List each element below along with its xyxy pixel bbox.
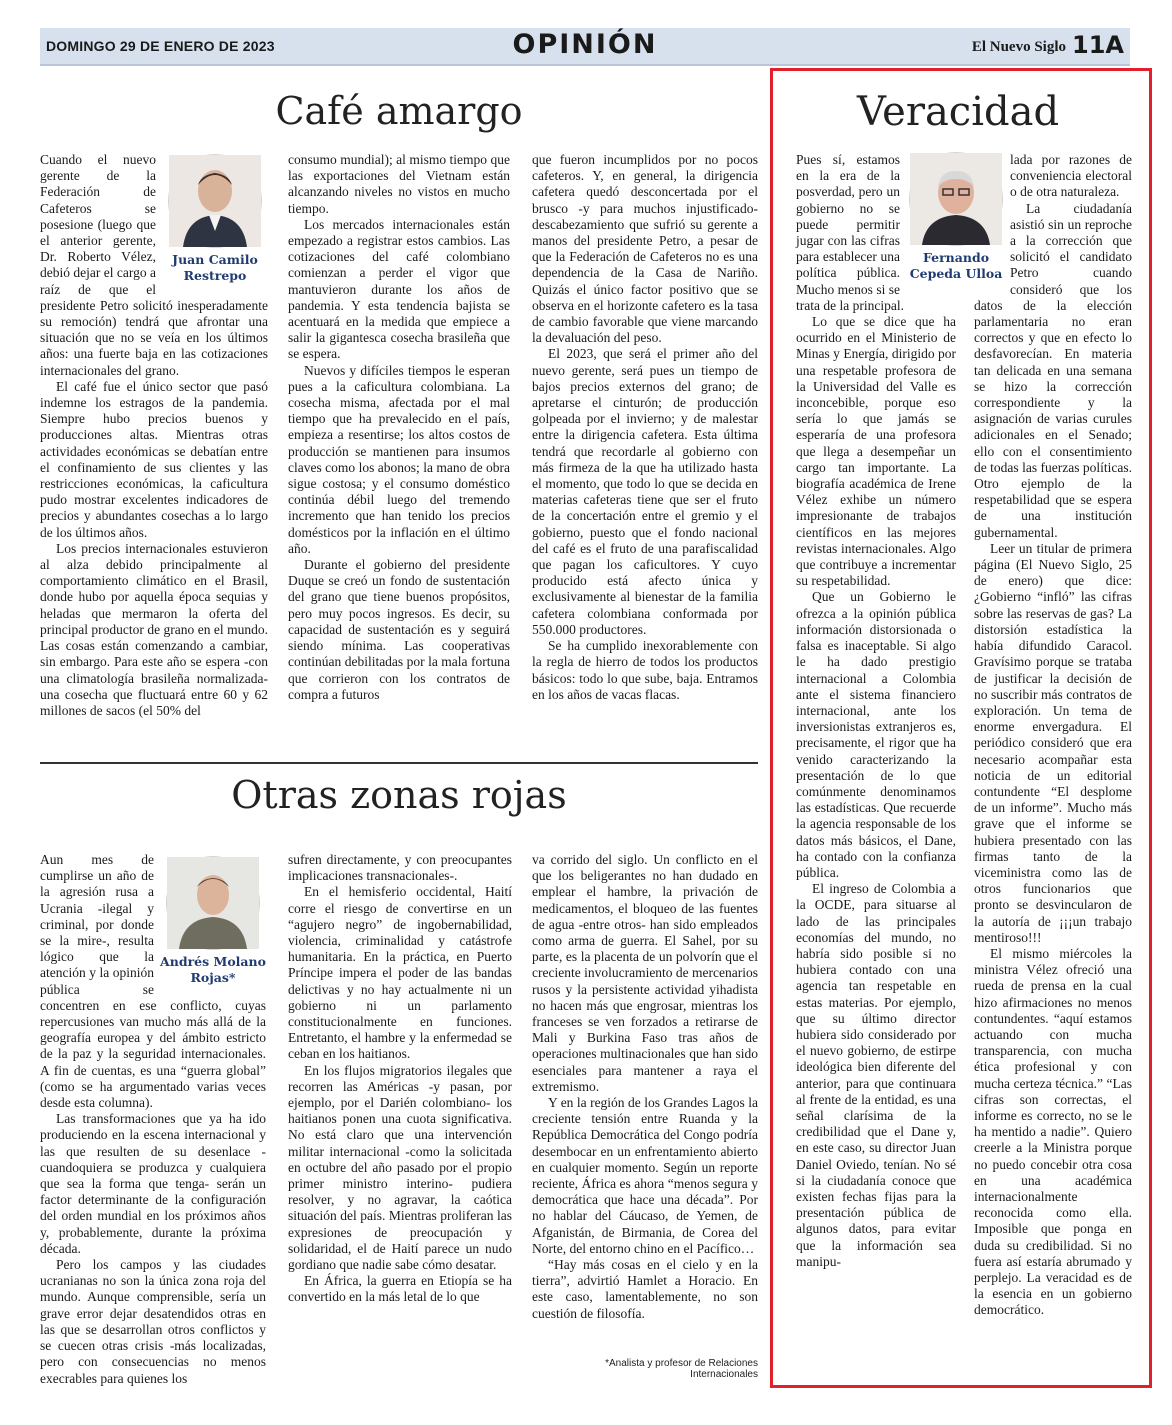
article1-column-2 bbox=[288, 152, 510, 744]
paragraph: El café fue el único sector que pasó indemne los estragos de la pandemia. Siempre hubo precios buenos y producciones altas. Mientras otras actividades económicas se debatían entre el confinamiento de sus clientes y las restricciones económicas, la caficultura pudo mostrar excelentes indicadores de precios y abundantes cosechas a lo largo de los últimos años. bbox=[40, 378, 268, 540]
article-separator bbox=[40, 762, 758, 764]
author-name: Juan Camilo Restrepo bbox=[172, 252, 258, 283]
author-spacer bbox=[974, 152, 1010, 294]
author-portrait-molano bbox=[166, 856, 260, 950]
paragraph: Pero los campos y las ciudades ucranianas no son la única zona roja del mundo. Aunque comprensible, sería un grave error dejar desatendidos otras en las que se desarrollan otros conflictos y se cuecen otras crisis -más localizadas, pero con consecuencias no menos execrables para quienes los bbox=[40, 1257, 266, 1386]
newspaper-name: El Nuevo Siglo bbox=[971, 39, 1066, 55]
paragraph: lada por razones de conveniencia electoral o de otra naturaleza. bbox=[1010, 152, 1132, 200]
author-box-molano bbox=[160, 856, 266, 986]
author-name: Fernando Cepeda Ulloa bbox=[909, 250, 1003, 281]
paragraph: Aun mes de cumplirse un año de la agresión rusa a Ucrania -ilegal y criminal, por donde se la mire-, resulta lógico que la atención y la opinión pública se concentren en ese conflicto, cuyas repercusiones van mucho más allá de la geografía europea y del ámbito estricto de la paz y la seguridad internacionales. A fin de cuentas, es una “guerra global” (como se ha argumentado varias veces desde esta columna). bbox=[40, 852, 266, 1111]
article2-column-1 bbox=[40, 852, 266, 1386]
article3-column-2 bbox=[974, 152, 1132, 1370]
paragraph: consumo mundial); al mismo tiempo que las exportaciones del Vietnam están alcanzando niveles no vistos en mucho tiempo. bbox=[288, 152, 510, 216]
paragraph: El mismo miércoles la ministra Vélez ofreció una rueda de prensa en la cual hizo afirmaciones no menos contundentes. “aquí estamos actuando con mucha transparencia, con mucha ética profesional y con mucha certeza técnica.” “Las cifras son correctas, el informe es correcto, no se le ha mentido a nadie”. Quiero creerle a la Ministra porque no puedo concebir otra cosa en una académica internacionalmente reconocida como ella. Imposible que ponga en duda su credibilidad. Si no fuera así estaría abrumado y perplejo. La veracidad es de la esencia en un gobierno democrático. bbox=[974, 945, 1132, 1318]
paragraph: Pues sí, estamos en la era de la posverdad, pero un gobierno no se puede permitir jugar con las cifras para establecer una política pública. Mucho menos si se trata de la principal. bbox=[796, 152, 904, 313]
author-box-restrepo bbox=[162, 154, 268, 284]
article2-column-3 bbox=[532, 852, 758, 1358]
edition-date: DOMINGO 29 DE ENERO DE 2023 bbox=[46, 38, 275, 54]
article-title-otras-zonas-rojas: Otras zonas rojas bbox=[231, 773, 567, 817]
paragraph: Las transformaciones que ya ha ido produciendo en la escena internacional y las que resulten de su desenlace -cuandoquiera se produzca y cualquiera que sea la forma que tenga- serán un factor determinante de la configuración del orden mundial en los próximos años y, probablemente, durante la próxima década. bbox=[40, 1111, 266, 1256]
article3-column-1 bbox=[796, 152, 956, 1370]
paragraph: En el hemisferio occidental, Haití corre el riesgo de convertirse en un “agujero negro” de ingobernabilidad, violencia, criminalidad y catástrofe humanitaria. En la práctica, en Puerto Príncipe impera el poder de las bandas delictivas y no hay actualmente ni un gobierno ni un parlamento constitucionalmente en funciones. Entretanto, el hambre y la enfermedad se ceban en los haitianos. bbox=[288, 884, 512, 1062]
paragraph: que fueron incumplidos por no pocos cafeteros. Y, en general, la dirigencia cafetera quedó desconcertada por el brusco -y para muchos injustificado- descabezamiento que sufrió su gerente a manos del presidente Petro, a pesar de que la Federación de Cafeteros no es una dependencia de la Casa de Nariño. Quizás el único factor positivo que se observa en el horizonte cafetero es la tasa de cambio favorable que viene marcando la devaluación del peso. bbox=[532, 152, 758, 346]
paragraph: sufren directamente, y con preocupantes implicaciones transnacionales-. bbox=[288, 852, 512, 884]
paragraph: Los precios internacionales estuvieron al alza debido principalmente al comportamiento climático en el Brasil, donde hubo por aquella época sequias y heladas que mermaron la oferta del principal productor de grano en el mundo. Las cosas están comenzando a cambiar, sin embargo. Para este año se espera -con una climatología brasileña normalizada- una cosecha que fluctuará entre 60 y 62 millones de sacos (el 50% del bbox=[40, 540, 268, 718]
article-title-veracidad: Veracidad bbox=[856, 89, 1060, 135]
author-footnote: *Analista y profesor de Relaciones Internacionales bbox=[605, 1358, 758, 1380]
paragraph: Lo que se dice que ha ocurrido en el Ministerio de Minas y Energía, dirigido por una respetable profesora de la Universidad del Valle es inconcebible, porque eso sería lo que jamás se esperaría de una profesora que llega a desempeñar un cargo tan importante. La biografía académica de Irene Vélez exhibe un número impresionante de trabajos científicos en las mejores revistas internacionales. Algo que contribuye a incrementar su respetabilidad. bbox=[796, 314, 956, 589]
article-title-cafe-amargo: Café amargo bbox=[275, 89, 523, 133]
paragraph: Nuevos y difíciles tiempos le esperan pues a la caficultura colombiana. La cosecha misma, afectada por el mal tiempo que ha prevalecido en el país, empieza a resentirse; los altos costos de producción se mantienen para insumos claves como los abonos; la mano de obra sigue costosa; y el consumo doméstico continúa débil luego del tremendo incremento que han tenido los precios domésticos por la inflación en el último año. bbox=[288, 362, 510, 556]
paragraph: El 2023, que será el primer año del nuevo gerente, será pues un tiempo de bajos precios externos del grano; de apretarse el cinturón; de producción golpeada por el invierno; y de malestar entre la dirigencia cafetera. Esta última tendrá que recordarle al gobierno con más firmeza de la que ha utilizado hasta el momento, que todo lo que se decida en materias cafeteras tiene que ser el fruto de la concertación entre el gremio y el gobierno, puesto que el fondo nacional del café es el fruto de una parafiscalidad que pagan los caficultores. Y cuyo producido está afecto única y exclusivamente al bienestar de la familia cafetera colombiana conformada por 550.000 productores. bbox=[532, 346, 758, 637]
paragraph: va corrido del siglo. Un conflicto en el que los beligerantes no han dudado en emplear el hambre, la privación de medicamentos, el bloqueo de las fuentes de agua -entre otros- han sido empleados como arma de guerra. El Sahel, por su parte, es la placenta de un polvorín que el creciente involucramiento de mercenarios rusos y la persistente actividad yihadista no hacen más que engrosar, mientras los franceses se ven forzados a retirarse de Mali y Burkina Faso tras años de operaciones multinacionales que han sido esenciales para mantener a raya el extremismo. bbox=[532, 852, 759, 1094]
section-title: OPINIÓN bbox=[512, 29, 658, 60]
paragraph: Leer un titular de primera página (El Nuevo Siglo, 25 de enero) que dice: ¿Gobierno “infló” las cifras sobre las reservas de gas? La distorsión estadística la había difundido Caracol. Gravísimo porque se trataba de justificar la decisión de no suscribir más contratos de exploración. Un tema de enorme envergadura. El periódico consideró que era necesario acompañar esta noticia de un editorial contundente “El desplome de un informe”. Mucho más grave que el informe se hubiera presentado con las firmas tanto de la viceministra como las de otros funcionarios que pronto se desvincularon de la autoría de ¡¡¡un trabajo mentiroso!!! bbox=[974, 540, 1132, 945]
page-number: 11A bbox=[1072, 31, 1124, 59]
paragraph: En los flujos migratorios ilegales que recorren las Américas -y pasan, por ejemplo, por el Darién colombiano- los haitianos ponen una cuota significativa. No está claro que una intervención militar internacional -como la solicitada en octubre del año pasado por el propio primer ministro interino- pudiera resolver, y no agravar, la caótica situación del país. Mientras proliferan las expresiones de preocupación y solidaridad, el de Haití parece un nudo gordiano que nadie sabe cómo desatar. bbox=[288, 1062, 512, 1273]
author-portrait-restrepo bbox=[168, 154, 262, 248]
paragraph: Que un Gobierno le ofrezca a la opinión pública información distorsionada o falsa es inaceptable. Si algo le ha dado prestigio internacional a Colombia ante el sistema financiero internacional, ante los inversionistas extranjeros es, precisamente, el rigor que ha venido caracterizando la presentación de lo que comúnmente denominamos las estadísticas. Que recuerde la agencia responsable de los datos más básicos, el Dane, ha contado con la confianza pública. bbox=[796, 589, 956, 880]
paragraph: Los mercados internacionales están empezado a registrar estos cambios. Las cotizaciones del café colombiano comienzan a perder el vigor que mantuvieron durante los años de pandemia. Y esta tendencia bajista se acentuará en la medida que empiece a salir la gigantesca cosecha brasileña que se espera. bbox=[288, 216, 510, 362]
masthead bbox=[40, 28, 1130, 66]
paragraph: Durante el gobierno del presidente Duque se creó un fondo de sustentación del grano que tiene buenos propósitos, pero muy pocos ingresos. Es decir, su capacidad de sustentación es y seguirá siendo mínima. Las cooperativas continúan debilitadas por la mala fortuna que corrieron con los contratos de compra a futuros bbox=[288, 557, 510, 702]
paragraph: El ingreso de Colombia a la OCDE, para situarse al lado de las principales economías del mundo, no habría sido posible si no hubiera contado con una agencia tan respetable en estas materias. Por ejemplo, que su último director hubiera sido considerado por el nuevo gobierno, de estirpe ideológica bien diferente del anterior, para que continuara al frente de la entidad, es una señal clarísima de la credibilidad que el Dane y, en este caso, su director Juan Daniel Oviedo, tenían. No sé si la ciudadanía conoce que existen fechas fijas para la presentación pública de algunos datos, para evitar que la información sea manipu- bbox=[796, 881, 956, 1269]
author-name: Andrés Molano Rojas* bbox=[160, 954, 266, 985]
paragraph: Y en la región de los Grandes Lagos la creciente tensión entre Ruanda y la República Democrática del Congo podría desembocar en un enfrentamiento abierto en cualquier momento. Según un reporte reciente, África es ahora “menos segura y democrática que hace una década”. Por no hablar del Cáucaso, de Yemen, de Afganistán, de Birmania, de Corea del Norte, del entorno chino en el Pacífico… bbox=[532, 1095, 758, 1256]
paragraph: Cuando el nuevo gerente de la Federación de Cafeteros se posesione (luego que el anterior gerente, Dr. Roberto Vélez, debió dejar el cargo a raíz de que el presidente Petro solicitó inesperadamente su remoción) tendrá que afrontar una situación que no se veía en los últimos años: una fuerte baja en las cotizaciones internacionales del grano. bbox=[40, 152, 268, 378]
article1-column-3 bbox=[532, 152, 758, 744]
paragraph: Se ha cumplido inexorablemente con la regla de hierro de todos los productos básicos: todo lo que sube, baja. Entramos en los años de vacas flacas. bbox=[532, 638, 758, 702]
paragraph: La ciudadanía asistió sin un reproche a la corrección que solicitó el candidato Petro cuando consideró que los datos de la elección parlamentaria no eran correctos y que en efecto lo desfavorecían. En materia tan delicada en una semana se hizo la corrección correspondiente y la asignación de varias curules adicionales en el Senado; ello con el consentimiento de todas las fuerzas políticas. Otro ejemplo de la respetabilidad que se espera de una institución gubernamental. bbox=[974, 200, 1132, 540]
article1-column-1 bbox=[40, 152, 268, 744]
paragraph: “Hay más cosas en el cielo y en la tierra”, advirtió Hamlet a Horacio. En este caso, lamentablemente, no son cuestión de filosofía. bbox=[532, 1257, 758, 1321]
article2-column-2 bbox=[288, 852, 512, 1374]
paragraph: En África, la guerra en Etiopía se ha convertido en la más letal de lo que bbox=[288, 1273, 512, 1305]
